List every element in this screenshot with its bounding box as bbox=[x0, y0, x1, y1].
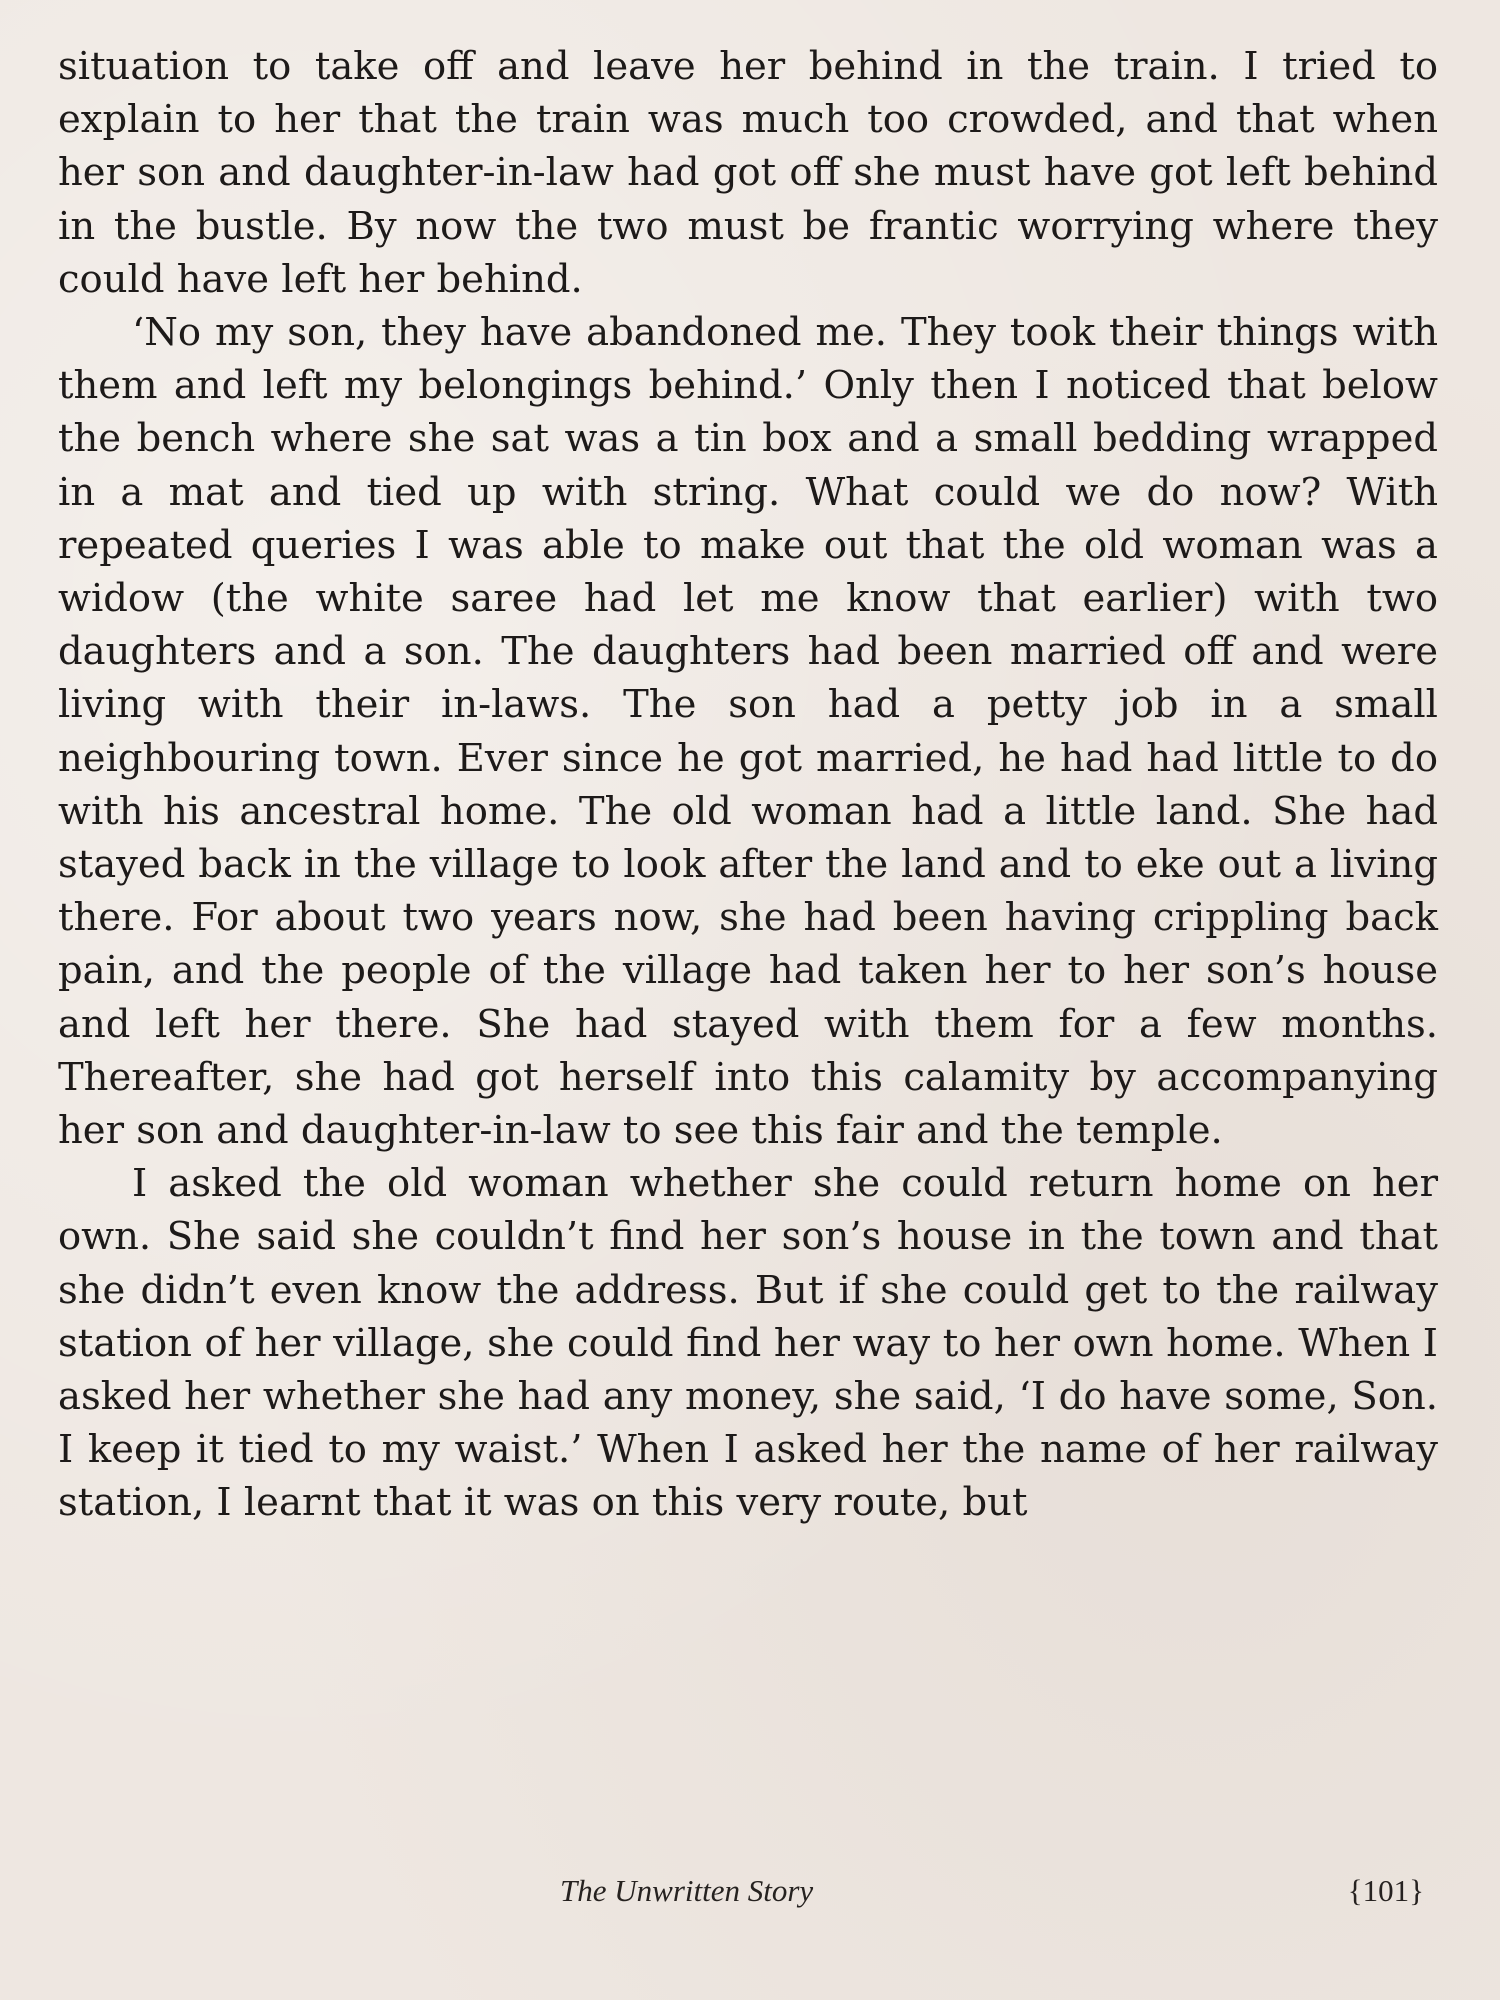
body-text bbox=[58, 40, 1438, 1530]
paragraph-1: situation to take off and leave her behind in the train. I tried to explain to her that the train was much too crowded, and that when her son and daughter-in-law had got off she must have got left behind in the bustle. By now the two must be frantic worrying where they could have left her behind. bbox=[58, 44, 1438, 302]
page-number: {101} bbox=[1347, 1873, 1424, 1908]
paragraph-2: ‘No my son, they have abandoned me. They took their things with them and left my belongings behind.’ Only then I noticed that below the bench where she sat was a tin box and a small bedding wrapped in a mat and tied up with string. What could we do now? With repeated queries I was able to make out that the old woman was a widow (the white saree had let me know that earlier) with two daughters and a son. The daughters had been married off and were living with their in-laws. The son had a petty job in a small neighbouring town. Ever since he got married, he had had little to do with his ancestral home. The old woman had a little land. She had stayed back in the village to look after the land and to eke out a living there. For about two years now, she had been having crippling back pain, and the people of the village had taken her to her son’s house and left her there. She had stayed with them for a few months. Thereafter, she had got herself into this calamity by accompanying her son and daughter-in-law to see this fair and the temple. bbox=[58, 310, 1438, 1154]
paragraph-3: I asked the old woman whether she could return home on her own. She said she couldn’t find her son’s house in the town and that she didn’t even know the address. But if she could get to the railway station of her village, she could find her way to her own home. When I asked her whether she had any money, she said, ‘I do have some, Son. I keep it tied to my waist.’ When I asked her the name of her railway station, I learnt that it was on this very route, but bbox=[58, 1161, 1438, 1526]
running-footer-title: The Unwritten Story bbox=[560, 1873, 814, 1908]
